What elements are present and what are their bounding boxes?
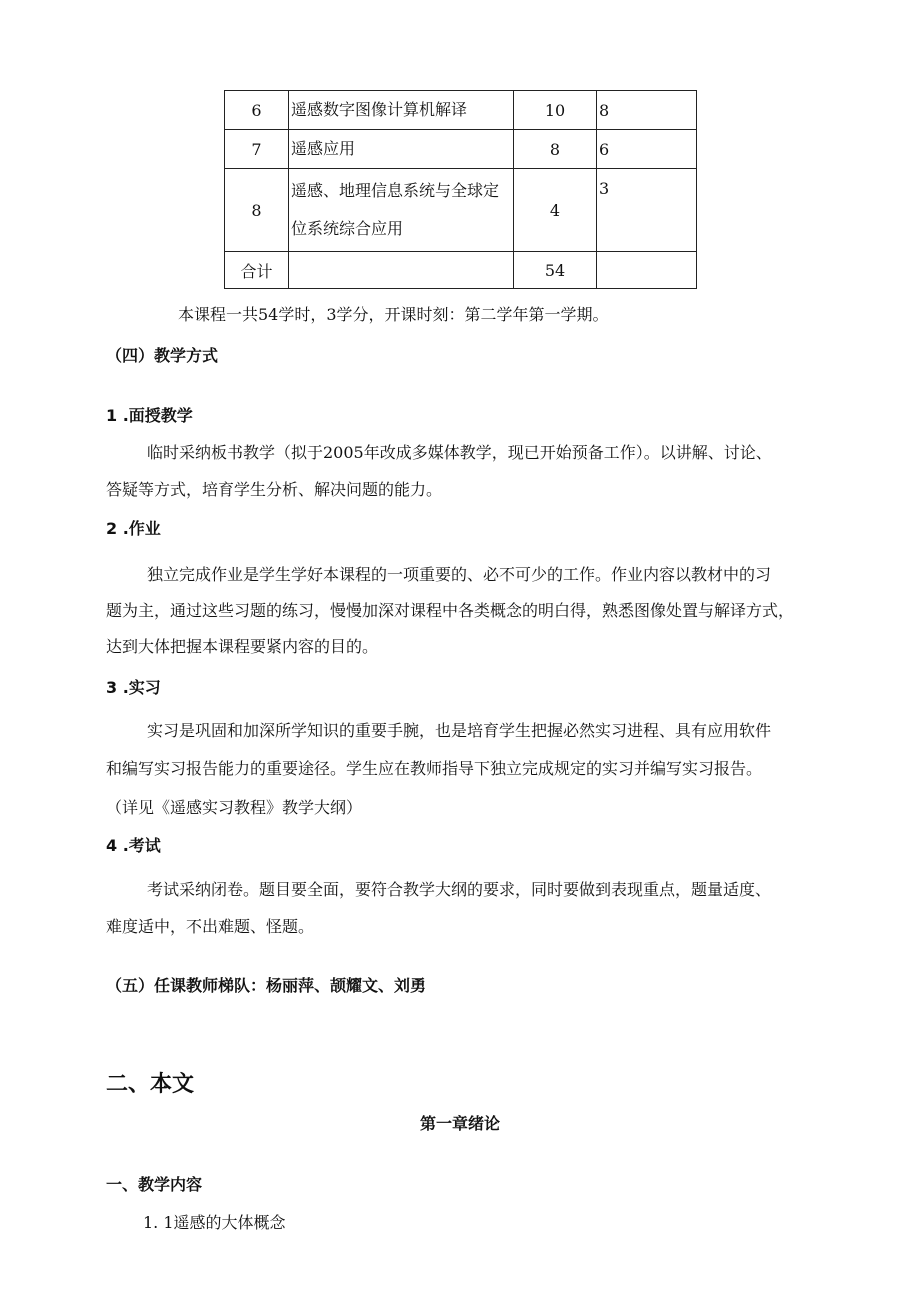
row-number: 8 — [225, 169, 289, 252]
row-extra: 8 — [597, 91, 697, 130]
item-2-line-1: 独立完成作业是学生学好本课程的一项重要的、必不可少的工作。作业内容以教材中的习 — [147, 565, 772, 584]
item-2-title: 2 .作业 — [106, 519, 161, 538]
item-1-title: 1 .面授教学 — [106, 406, 193, 425]
item-2-line-2: 题为主，通过这些习题的练习，慢慢加深对课程中各类概念的明白得，熟悉图像处置与解译方式， — [106, 601, 795, 620]
course-summary: 本课程一共54学时，3学分，开课时刻：第二学年第一学期。 — [178, 305, 609, 324]
row-hours: 10 — [514, 91, 597, 130]
item-1-line-1: 临时采纳板书教学（拟于2005年改成多媒体教学，现已开始预备工作）。以讲解、讨论、 — [147, 443, 772, 462]
item-3-line-1: 实习是巩固和加深所学知识的重要手腕，也是培育学生把握必然实习进程、具有应用软件 — [147, 721, 772, 740]
row-hours: 8 — [514, 130, 597, 169]
section-5-teachers: （五）任课教师梯队：杨丽萍、颉耀文、刘勇 — [106, 976, 427, 995]
row-topic: 遥感应用 — [289, 130, 514, 169]
content-heading: 一、教学内容 — [106, 1175, 203, 1194]
total-extra — [597, 252, 697, 289]
row-topic: 遥感数字图像计算机解译 — [289, 91, 514, 130]
item-3-line-3: （详见《遥感实习教程》教学大纲） — [106, 798, 363, 817]
course-hours-table — [224, 90, 697, 289]
table-row — [225, 91, 697, 130]
item-3-title: 3 .实习 — [106, 678, 161, 697]
content-item: 1. 1遥感的大体概念 — [143, 1213, 286, 1232]
table-row — [225, 130, 697, 169]
section-4-heading: （四）教学方式 — [106, 346, 219, 365]
total-topic — [289, 252, 514, 289]
part-2-title: 二、本文 — [106, 1072, 195, 1097]
table-row — [225, 169, 697, 252]
table-total-row — [225, 252, 697, 289]
item-2-line-3: 达到大体把握本课程要紧内容的目的。 — [106, 637, 379, 656]
total-label: 合计 — [225, 252, 289, 289]
item-4-line-1: 考试采纳闭卷。题目要全面，要符合教学大纲的要求，同时要做到表现重点，题量适度、 — [147, 880, 772, 899]
row-number: 7 — [225, 130, 289, 169]
row-extra: 6 — [597, 130, 697, 169]
chapter-title: 第一章绪论 — [419, 1114, 500, 1133]
row-extra: 3 — [597, 169, 697, 252]
item-4-title: 4 .考试 — [106, 836, 161, 855]
item-3-line-2: 和编写实习报告能力的重要途径。学生应在教师指导下独立完成规定的实习并编写实习报告。 — [106, 759, 763, 778]
item-1-line-2: 答疑等方式，培育学生分析、解决问题的能力。 — [106, 480, 443, 499]
row-topic: 遥感、地理信息系统与全球定位系统综合应用 — [289, 169, 514, 252]
row-hours: 4 — [514, 169, 597, 252]
row-number: 6 — [225, 91, 289, 130]
total-hours: 54 — [514, 252, 597, 289]
item-4-line-2: 难度适中，不出难题、怪题。 — [106, 917, 315, 936]
